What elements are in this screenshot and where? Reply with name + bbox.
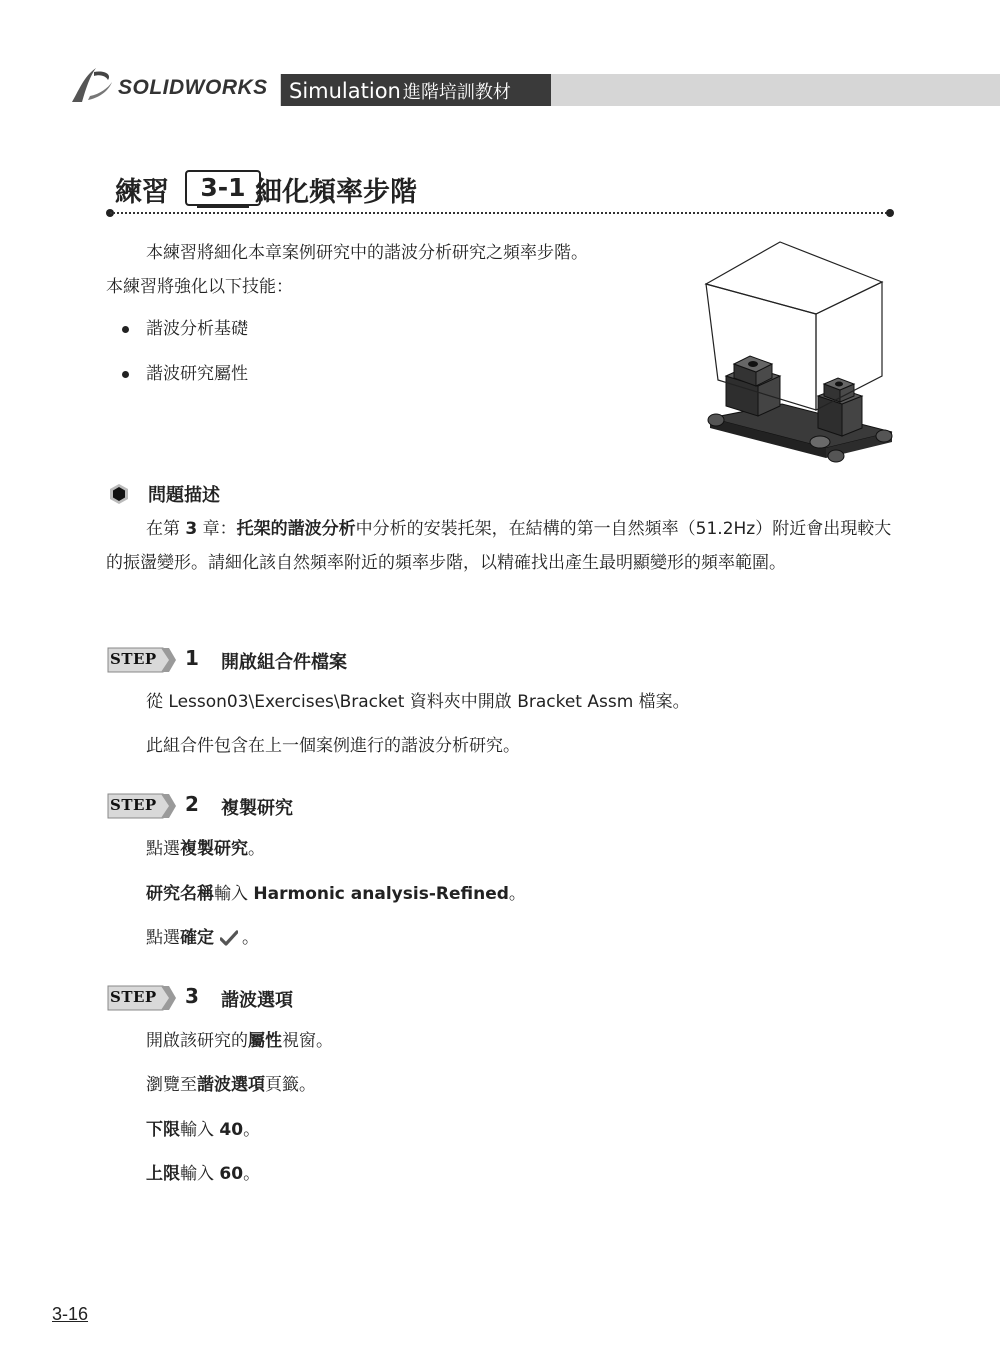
dotted-divider	[110, 212, 890, 214]
text: 。	[248, 839, 265, 859]
header-title	[289, 78, 511, 104]
step-title: 諧波選項	[221, 990, 293, 1011]
step-2-line-2	[146, 877, 526, 911]
checkmark-icon	[220, 930, 238, 946]
step-label: STEP	[110, 796, 157, 814]
exercise-word: 練習	[115, 177, 169, 208]
input-value: Harmonic analysis-Refined	[253, 884, 509, 904]
section-heading-problem: 問題描述	[148, 485, 220, 506]
text: 輸入	[180, 1164, 220, 1184]
step-number: 2	[185, 792, 199, 816]
text: 。	[508, 884, 526, 904]
ui-term: 上限	[146, 1164, 180, 1184]
text: 瀏覽至	[146, 1075, 197, 1095]
text: 輸入	[214, 884, 254, 904]
header-title-main: Simulation	[289, 79, 401, 103]
text: 視窗。	[282, 1031, 333, 1051]
ui-term: 研究名稱	[146, 884, 214, 904]
bullet-item: 諧波分析基礎	[146, 319, 248, 339]
step-1-line-2: 此組合件包含在上一個案例進行的諧波分析研究。	[146, 736, 520, 756]
step-label: STEP	[110, 650, 157, 668]
text: 點選	[146, 928, 180, 948]
ui-term: 諧波選項	[197, 1075, 265, 1095]
problem-text: 中分析的安裝托架，在結構的第一自然頻率（51.2Hz）附近會出現較大的振盪變形。請細化該自然頻率附近的頻率步階，以精確找出產生最明顯變形的頻率範圍。	[106, 519, 892, 573]
monitor-stand	[197, 204, 249, 208]
text: 。	[243, 1164, 261, 1184]
input-value: 40	[219, 1120, 244, 1140]
problem-paragraph	[106, 512, 898, 580]
chapter-title: 托架的諧波分析	[236, 519, 356, 539]
chapter-number: 3	[185, 519, 198, 539]
step-number: 1	[185, 646, 199, 670]
solidworks-logo	[68, 62, 278, 106]
exercise-number-monitor	[185, 170, 261, 206]
ui-term: 屬性	[248, 1031, 282, 1051]
step-3-line-1	[146, 1024, 333, 1058]
text: 開啟該研究的	[146, 1031, 248, 1051]
bullet-dot	[122, 371, 129, 378]
bullet-dot	[122, 326, 129, 333]
ui-term: 下限	[146, 1120, 180, 1140]
page-number: 3-16	[52, 1304, 89, 1324]
header-title-box	[281, 74, 551, 106]
bracket-assembly-figure	[696, 236, 896, 468]
step-2-line-3	[146, 921, 259, 955]
text: 。	[242, 928, 259, 948]
exercise-name: 細化頻率步階	[255, 177, 417, 208]
hexagon-bullet-icon	[108, 483, 130, 505]
step-label: STEP	[110, 988, 157, 1006]
text: 頁籤。	[265, 1075, 316, 1095]
step-3-line-2	[146, 1068, 316, 1102]
intro-line-2: 本練習將強化以下技能：	[106, 277, 293, 297]
step-title: 開啟組合件檔案	[221, 652, 347, 673]
ds-logo-icon	[68, 62, 118, 106]
ui-term: 確定	[180, 928, 214, 948]
step-2-line-1	[146, 832, 265, 866]
step-1-line-1: 從 Lesson03\Exercises\Bracket 資料夾中開啟 Bracket Assm 檔案。	[146, 692, 690, 712]
step-title: 複製研究	[221, 798, 293, 819]
input-value: 60	[219, 1164, 244, 1184]
text: 。	[243, 1120, 261, 1140]
bullet-item: 諧波研究屬性	[146, 364, 248, 384]
logo-text: SOLIDWORKS	[118, 76, 268, 99]
problem-text: 在第	[146, 519, 186, 539]
text: 輸入	[180, 1120, 220, 1140]
problem-text: 章：	[197, 519, 237, 539]
ui-term: 複製研究	[180, 839, 248, 859]
intro-line-1: 本練習將細化本章案例研究中的諧波分析研究之頻率步階。	[146, 243, 588, 263]
step-3-line-4	[146, 1157, 260, 1191]
step-3-line-3	[146, 1113, 260, 1147]
step-number: 3	[185, 984, 199, 1008]
rule-dot-right	[886, 209, 894, 217]
header-subtitle: 進階培訓教材	[402, 82, 511, 103]
text: 點選	[146, 839, 180, 859]
exercise-number: 3-1	[200, 173, 246, 202]
